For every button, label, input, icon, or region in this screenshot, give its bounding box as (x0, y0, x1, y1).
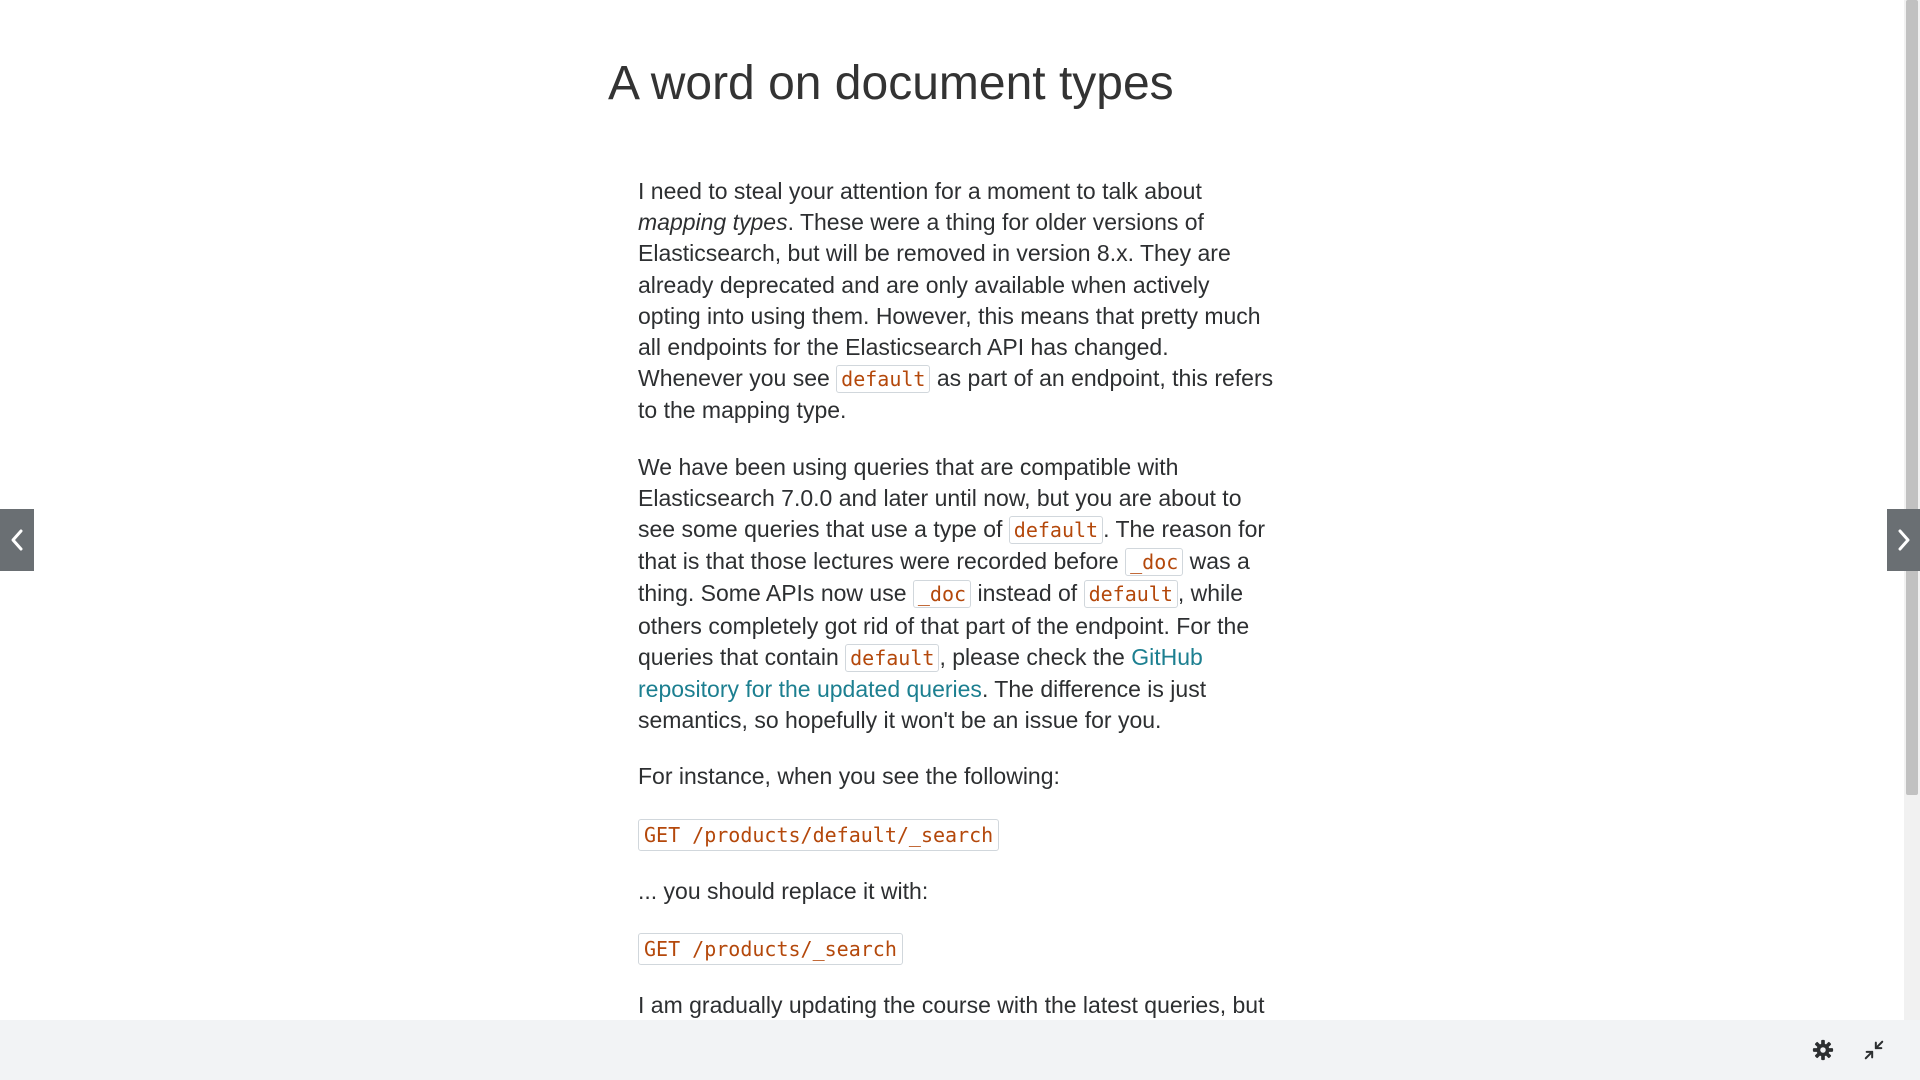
code-block-new-query (638, 932, 1278, 965)
paragraph-replace: ... you should replace it with: (638, 877, 929, 904)
text-span: , please check the (939, 643, 1132, 670)
code-new-query: GET /products/_search (638, 933, 903, 965)
inline-code: default (836, 365, 930, 393)
text-span: as part of an endpoint, this refers to the mapping type. (638, 365, 1274, 424)
inline-code: default (1084, 580, 1178, 608)
github-repository-link[interactable]: GitHub repository for the updated queries (638, 643, 1203, 703)
paragraph-updating: I am gradually updating the course with the latest queries, but (638, 991, 1265, 1018)
text-span: . The difference is just semantics, so hopefully it won't be an issue for you. (638, 676, 1207, 734)
text-span: . The reason for that is that those lectures were recorded before (638, 516, 1266, 575)
text-span: . These were a thing for older versions of Elasticsearch, but will be removed in version 8.x. They are already deprecated and are only available when actively opting into using them. However, this means that pretty much all endpoints for the Elasticsearch API has changed. Whenever you see (638, 209, 1261, 392)
text-span: We have been using queries that are compatible with Elasticsearch 7.0.0 and later until now, but you are about to see some queries that use a type of (638, 453, 1242, 543)
code-old-query: GET /products/default/_search (638, 819, 999, 851)
inline-code: _doc (1125, 548, 1183, 576)
text-span: was a thing. Some APIs now use (638, 548, 1250, 607)
page-title: A word on document types (608, 57, 1174, 110)
settings-button[interactable] (1807, 1034, 1839, 1066)
paragraph-compatibility (638, 452, 1278, 737)
inline-code: _doc (913, 580, 971, 608)
next-lecture-button[interactable] (1887, 509, 1920, 571)
inline-code: default (845, 644, 939, 672)
paragraph-instance: For instance, when you see the following: (638, 763, 1060, 790)
paragraph-mapping-types (638, 176, 1278, 427)
player-control-bar (0, 1020, 1920, 1080)
text-span: instead of (971, 580, 1084, 607)
previous-lecture-button[interactable] (0, 509, 34, 571)
text-span: , while others completely got rid of that part of the endpoint. For the queries that contain (638, 580, 1250, 670)
chevron-right-icon (1896, 528, 1912, 552)
text-span: I need to steal your attention for a moment to talk about (638, 178, 1202, 204)
inline-code: default (1009, 516, 1103, 544)
scrollbar-thumb[interactable] (1906, 0, 1918, 795)
article-body (638, 176, 1278, 1020)
collapse-icon (1863, 1039, 1885, 1061)
code-block-old-query (638, 818, 1278, 851)
chevron-left-icon (9, 528, 25, 552)
gear-icon (1812, 1039, 1834, 1061)
emphasis-text: mapping types (638, 209, 788, 236)
exit-fullscreen-button[interactable] (1858, 1034, 1890, 1066)
